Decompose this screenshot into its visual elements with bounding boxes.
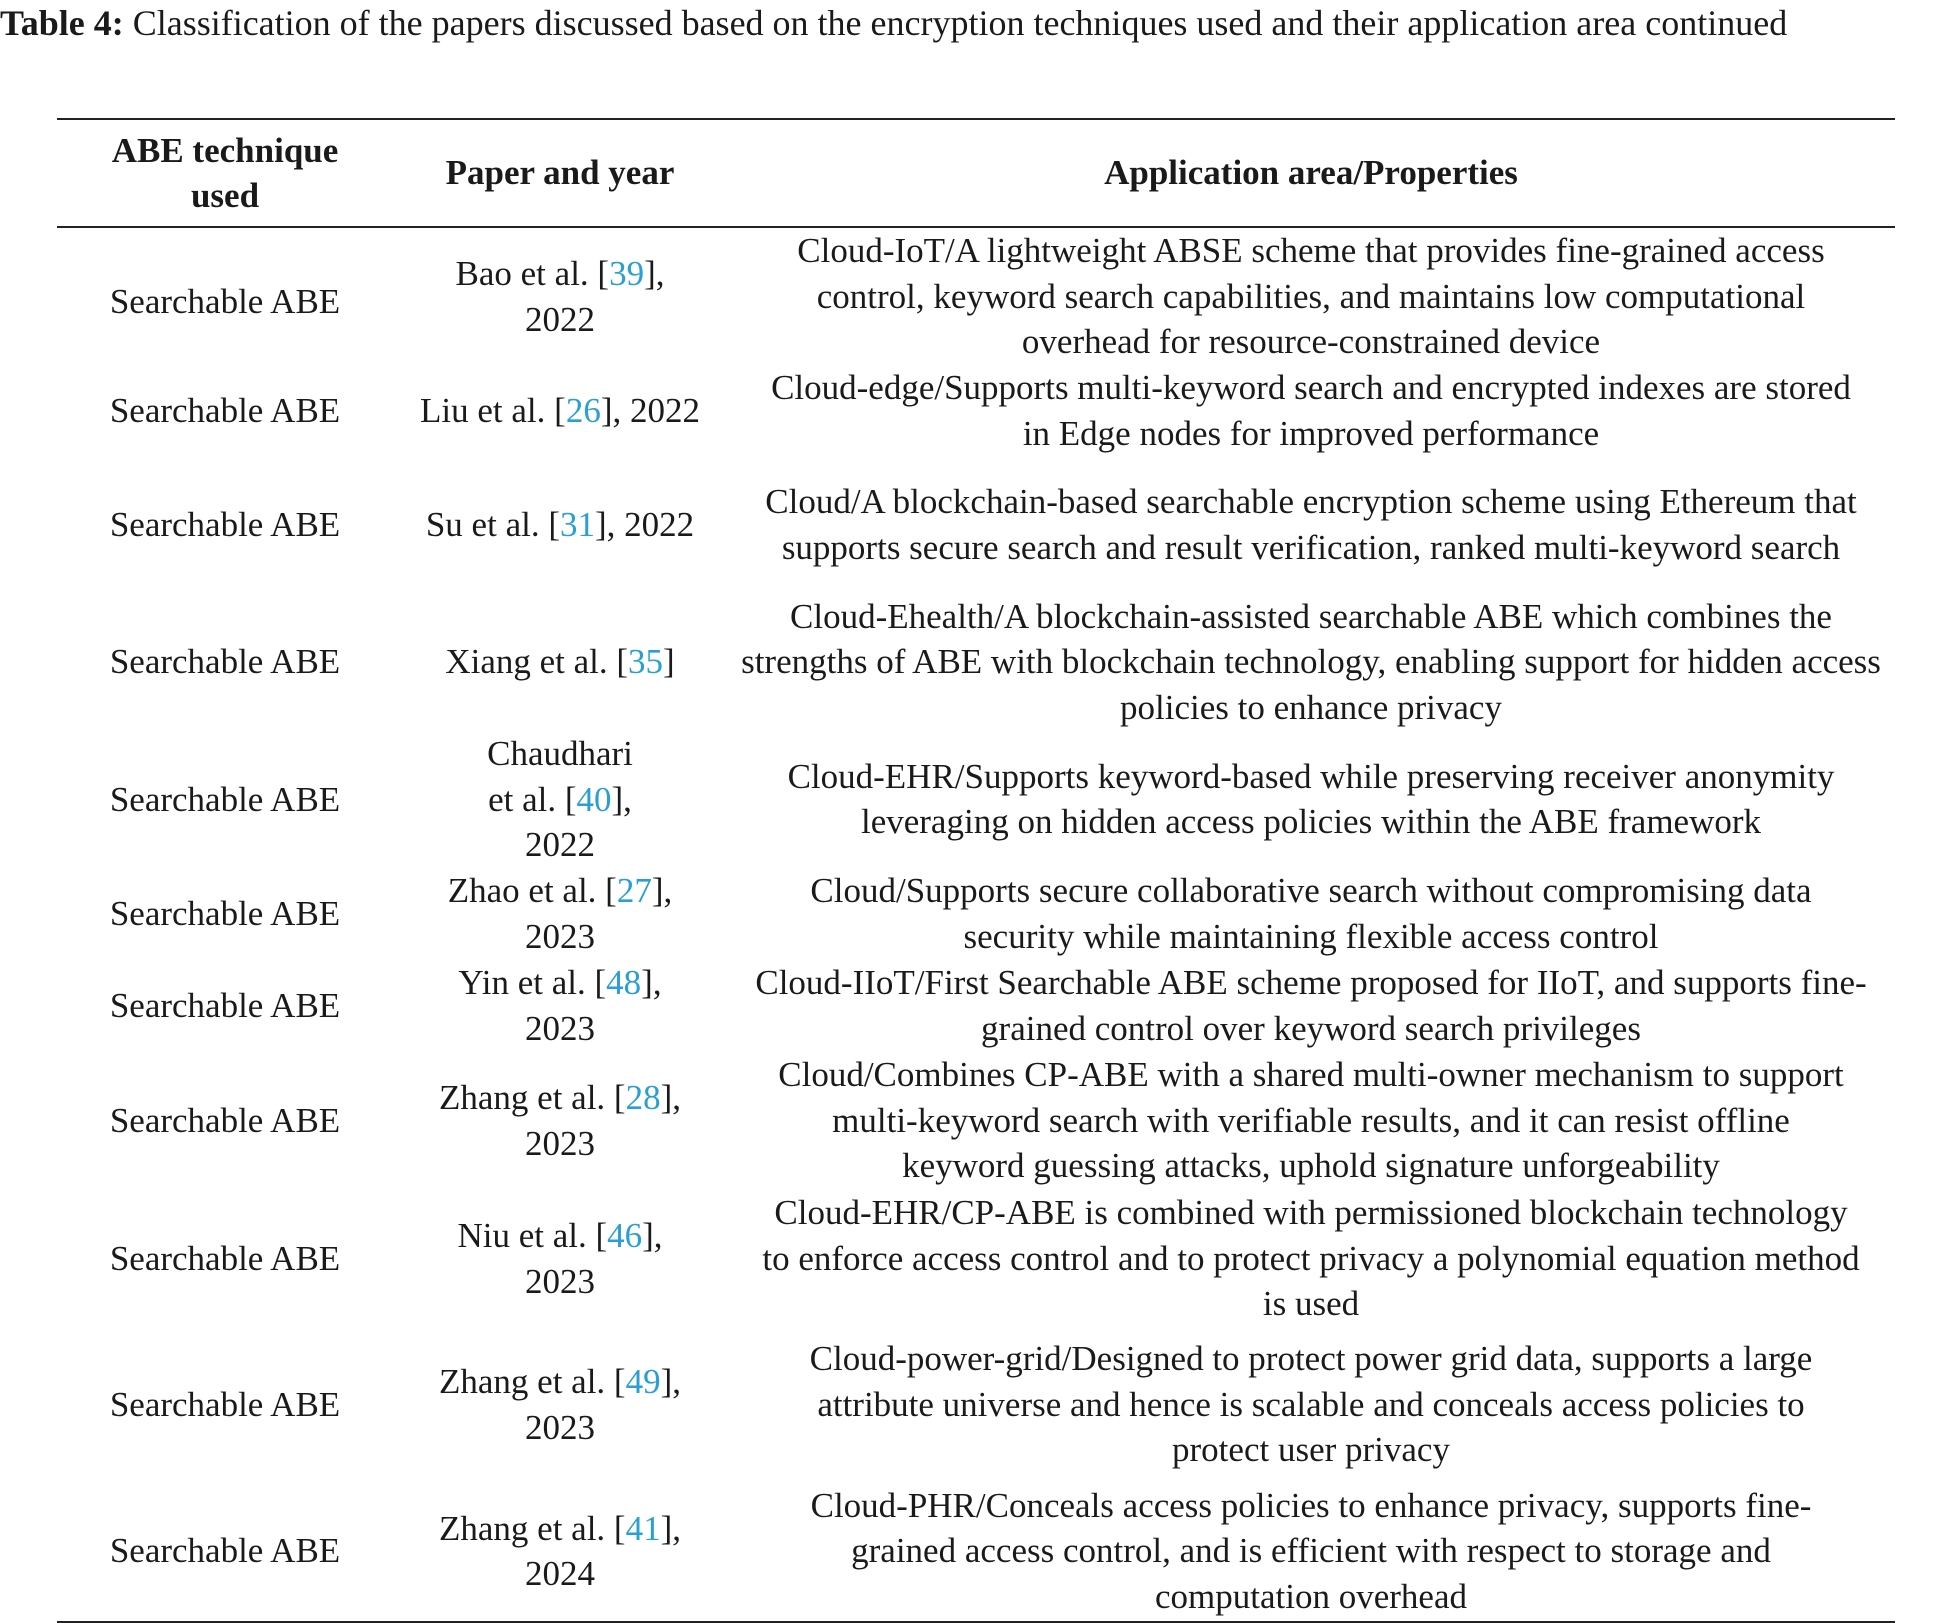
technique-cell: Searchable ABE [109, 1531, 341, 1571]
properties-cell: Cloud-EHR/CP-ABE is combined with permissioned blockchain technology to enforce access control and to protect privacy a polynomial equation method is used [762, 1193, 1860, 1324]
table-row [57, 1190, 1895, 1328]
properties-cell: Cloud/Combines CP-ABE with a shared multi-owner mechanism to support multi-keyword search with verifiable results, and it can resist offline keyword guessing attacks, uphold signature unforgeability [778, 1055, 1844, 1186]
reference-link[interactable]: 46 [607, 1216, 643, 1255]
technique-cell: Searchable ABE [109, 985, 341, 1025]
header-properties: Application area/Properties [1104, 153, 1518, 193]
paper-year-cell: Zhao et al. [27], 2023 [447, 871, 673, 956]
technique-cell: Searchable ABE [109, 1384, 341, 1424]
technique-cell: Searchable ABE [109, 281, 341, 321]
properties-cell: Cloud-EHR/Supports keyword-based while preserving receiver anonymity leveraging on hidden access policies within the ABE framework [787, 756, 1835, 842]
properties-cell: Cloud-power-grid/Designed to protect power grid data, supports a large attribute universe and hence is scalable and conceals access policies to protect user privacy [809, 1339, 1813, 1470]
classification-table-container [57, 118, 1895, 1623]
technique-cell: Searchable ABE [109, 390, 341, 430]
technique-cell: Searchable ABE [109, 893, 341, 933]
table-label: Table 4: [0, 3, 124, 43]
reference-link[interactable]: 40 [576, 779, 612, 819]
paper-year-cell: Chaudhari et al. [40], 2022 [487, 734, 633, 864]
paper-year-cell: Su et al. [31], 2022 [425, 504, 695, 544]
table-caption [0, 0, 1953, 46]
reference-link[interactable]: 26 [565, 390, 601, 430]
paper-year-cell: Zhang et al. [49], 2023 [439, 1362, 681, 1447]
technique-cell: Searchable ABE [109, 1100, 341, 1140]
properties-cell: Cloud-PHR/Conceals access policies to enhance privacy, supports fine-grained access control, and is efficient with respect to storage and computation overhead [810, 1485, 1812, 1616]
table-row [57, 960, 1895, 1052]
paper-year-cell: Zhang et al. [41], 2024 [439, 1508, 681, 1593]
reference-link[interactable]: 39 [609, 254, 645, 293]
technique-cell: Searchable ABE [109, 779, 341, 819]
table-row [57, 1482, 1895, 1622]
properties-cell: Cloud-Ehealth/A blockchain-assisted searchable ABE which combines the strengths of ABE with blockchain technology, enabling support for hidden access policies to enhance privacy [741, 596, 1881, 727]
paper-year-cell: Yin et al. [48], 2023 [458, 963, 662, 1048]
paper-year-cell: Liu et al. [26], 2022 [420, 390, 700, 430]
technique-cell: Searchable ABE [109, 1238, 341, 1278]
properties-cell: Cloud/A blockchain-based searchable encryption scheme using Ethereum that supports secure search and result verification, ranked multi-keyword search [765, 482, 1857, 567]
reference-link[interactable]: 49 [625, 1362, 661, 1401]
properties-cell: Cloud-IIoT/First Searchable ABE scheme proposed for IIoT, and supports fine-grained control over keyword search privileges [755, 963, 1867, 1048]
table-caption-text: Classification of the papers discussed based on the encryption techniques used and their application area continued [132, 3, 1788, 43]
reference-link[interactable]: 28 [625, 1078, 661, 1117]
properties-cell: Cloud-IoT/A lightweight ABSE scheme that provides fine-grained access control, keyword search capabilities, and maintains low computational overhead for resource-constrained device [797, 231, 1825, 362]
table-row [57, 456, 1895, 593]
table-row [57, 868, 1895, 960]
table-header-row [57, 119, 1895, 227]
reference-link[interactable]: 35 [628, 642, 664, 682]
paper-year-cell: Niu et al. [46], 2023 [457, 1216, 663, 1301]
properties-cell: Cloud/Supports secure collaborative search without compromising data security while maintaining flexible access control [810, 871, 1812, 956]
table-row [57, 1052, 1895, 1190]
header-technique: ABE technique used [111, 130, 339, 215]
reference-link[interactable]: 41 [625, 1508, 661, 1548]
classification-table [57, 118, 1895, 1623]
paper-year-cell: Xiang et al. [35] [445, 642, 675, 682]
table-row [57, 1328, 1895, 1482]
reference-link[interactable]: 48 [606, 963, 642, 1002]
technique-cell: Searchable ABE [109, 504, 341, 544]
paper-year-cell: Zhang et al. [28], 2023 [439, 1078, 681, 1163]
technique-cell: Searchable ABE [109, 642, 341, 682]
table-row [57, 365, 1895, 456]
table-row [57, 731, 1895, 868]
header-paper-year: Paper and year [445, 153, 675, 193]
reference-link[interactable]: 27 [616, 871, 652, 910]
paper-year-cell: Bao et al. [39], 2022 [455, 254, 665, 339]
table-row [57, 227, 1895, 365]
table-body [57, 227, 1895, 1622]
table-row [57, 593, 1895, 731]
reference-link[interactable]: 31 [559, 504, 595, 544]
properties-cell: Cloud-edge/Supports multi-keyword search and encrypted indexes are stored in Edge nodes for improved performance [771, 368, 1851, 453]
